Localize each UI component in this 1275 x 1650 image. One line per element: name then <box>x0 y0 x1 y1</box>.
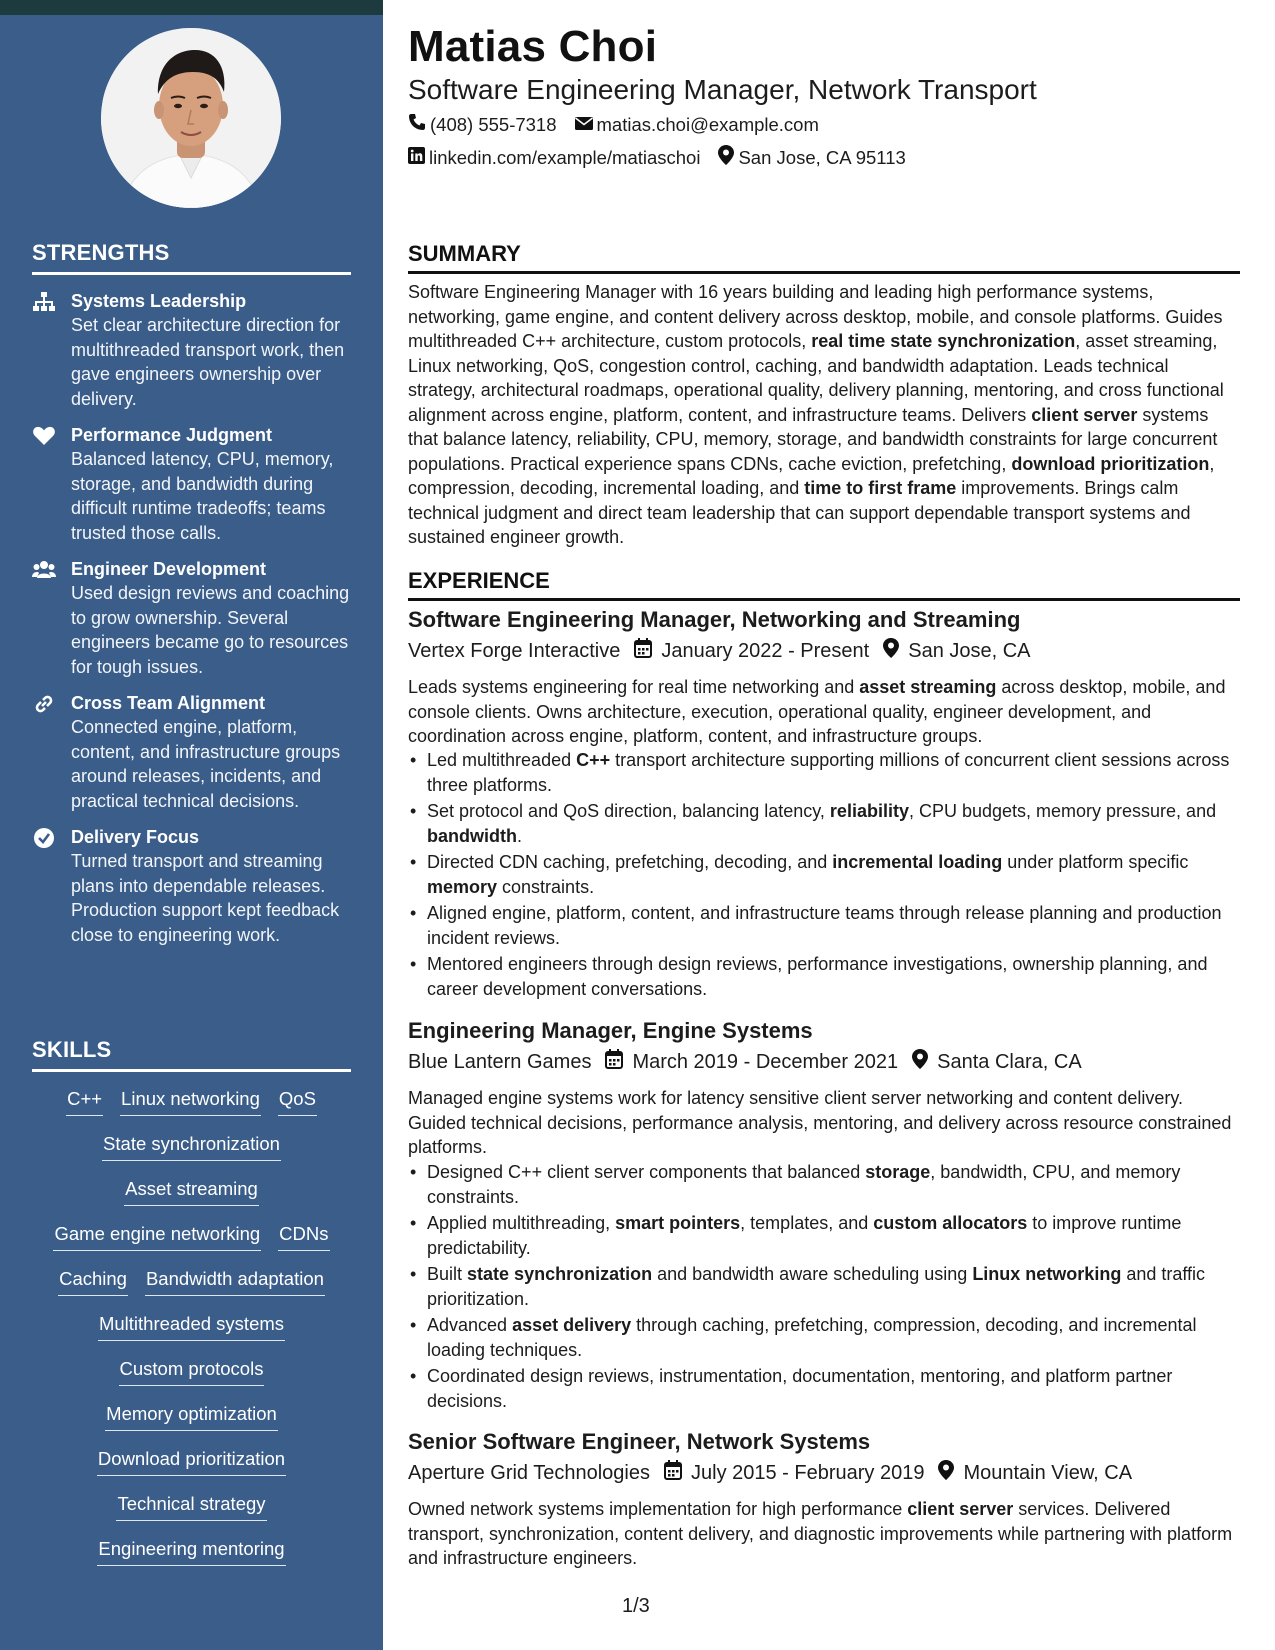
envelope-icon <box>575 114 597 136</box>
skill-tag: Technical strategy <box>116 1491 266 1521</box>
heart-icon <box>32 425 56 447</box>
strength-title: Cross Team Alignment <box>71 693 266 713</box>
text-run: through caching, prefetching, compression, decoding, and incremental loading techniques. <box>427 1315 1197 1360</box>
calendar-icon <box>634 638 661 664</box>
emphasis-text: bandwidth <box>427 825 517 846</box>
emphasis-text: storage <box>865 1162 931 1182</box>
job-meta <box>408 1049 1096 1075</box>
email-address[interactable]: matias.choi@example.com <box>596 113 819 135</box>
strength-title: Performance Judgment <box>71 425 273 445</box>
text-run: across desktop, mobile, and console clients. Owns architecture, execution, operational quality, engineer development, and coordination across engine, platform, content, and infrastructure groups. <box>408 677 1226 746</box>
skill-tag: State synchronization <box>102 1131 281 1161</box>
bullet-item <box>408 1364 1240 1413</box>
emphasis-text: reliability <box>829 801 909 821</box>
emphasis-text: custom allocators <box>873 1213 1028 1233</box>
text-run: services. Delivered transport, synchronization, content delivery, and diagnostic improvements while partnering with platform and infrastructure engineers. <box>408 1499 1233 1568</box>
profile-photo <box>101 28 281 208</box>
emphasis-text: asset delivery <box>512 1315 632 1335</box>
strength-item <box>32 557 351 679</box>
text-run: Led multithreaded <box>427 750 577 770</box>
job-dates <box>664 1460 924 1486</box>
company-name: Vertex Forge Interactive <box>408 639 621 662</box>
org-chart-icon <box>32 291 56 313</box>
skill-tag: Memory optimization <box>105 1401 278 1431</box>
emphasis-text: asset streaming <box>859 677 997 697</box>
skill-tag: Asset streaming <box>124 1176 259 1206</box>
company-name: Blue Lantern Games <box>408 1050 592 1073</box>
bullet-item <box>408 1262 1240 1311</box>
strength-desc: Turned transport and streaming plans into dependable releases. Production support kept feedback close to engineering work. <box>71 851 340 945</box>
strength-title: Engineer Development <box>71 559 267 579</box>
contact-row <box>408 113 837 136</box>
strength-desc: Set clear architecture direction for multithreaded transport work, then gave engineers ownership over delivery. <box>71 315 345 409</box>
emphasis-text: incremental loading <box>832 852 1003 872</box>
text-run: , asset streaming, Linux networking, QoS, congestion control, caching, and bandwidth adaptation. Leads technical strategy, architectural roadmaps, operational quality, delivery planning, mentoring, and cross functional alignment across engine, platform, content, and infrastructure teams. Delivers <box>408 331 1224 425</box>
text-run: and traffic prioritization. <box>427 1264 1206 1309</box>
map-pin-icon <box>718 145 738 170</box>
job-dates-text: March 2019 - December 2021 <box>632 1050 899 1073</box>
text-run: Set protocol and QoS direction, balancing latency, <box>427 801 830 821</box>
bullet-item <box>408 748 1240 797</box>
job-dates <box>605 1049 898 1075</box>
job-intro <box>408 675 1240 749</box>
email-contact[interactable] <box>575 114 819 136</box>
job-meta <box>408 1460 1146 1486</box>
text-run: Leads systems engineering for real time networking and <box>408 677 860 697</box>
text-run: systems that balance latency, reliability, CPU, memory, storage, and bandwidth constraints for large concurrent populations. Practical experience spans CDNs, cache eviction, prefetching, <box>408 404 1218 474</box>
bullet-item <box>408 799 1240 848</box>
users-icon <box>32 559 56 581</box>
text-run: transport architecture supporting millions of concurrent client sessions across three platforms. <box>427 750 1230 795</box>
skill-tag: Download prioritization <box>97 1446 286 1476</box>
skill-tag: Game engine networking <box>53 1221 261 1251</box>
bullet-item <box>408 901 1240 950</box>
strength-item <box>32 289 351 411</box>
calendar-icon <box>664 1460 691 1486</box>
emphasis-text: time to first frame <box>804 478 957 498</box>
candidate-role: Software Engineering Manager, Network Transport <box>408 74 1037 105</box>
candidate-name: Matias Choi <box>408 22 658 71</box>
summary-heading: SUMMARY <box>408 241 1240 274</box>
text-run: Owned network systems implementation for high performance <box>408 1499 908 1519</box>
emphasis-text: client server <box>907 1499 1014 1519</box>
summary-text <box>408 280 1240 550</box>
bullet-item <box>408 952 1240 1001</box>
emphasis-text: client server <box>1031 404 1138 425</box>
bullet-item <box>408 850 1240 899</box>
text-run: improvements. Brings calm technical judgment and direct team leadership that can support dependable transport systems and sustained engineer growth. <box>408 478 1191 547</box>
skills-section <box>32 1037 351 1581</box>
map-pin-icon <box>883 638 908 664</box>
emphasis-text: Linux networking <box>972 1264 1122 1284</box>
job-title: Software Engineering Manager, Networking and Streaming <box>408 607 1021 632</box>
text-run: Mentored engineers through design reviews, performance investigations, ownership planning, and career development conversations. <box>427 954 1208 999</box>
text-run: Software Engineering Manager with 16 years building and leading high performance systems, networking, game engine, and content delivery across desktop, mobile, and console platforms. Guides multithreaded C++ architecture, custom protocols, <box>408 282 1223 351</box>
linkedin-contact[interactable] <box>408 147 700 169</box>
strength-desc: Connected engine, platform, content, and infrastructure groups around releases, incidents, and practical technical decisions. <box>71 717 341 811</box>
map-pin-icon <box>938 1460 963 1486</box>
strength-desc: Balanced latency, CPU, memory, storage, and bandwidth during difficult runtime tradeoffs; teams trusted those calls. <box>71 449 334 543</box>
strength-item <box>32 825 351 947</box>
job-location-text: Santa Clara, CA <box>937 1050 1082 1073</box>
emphasis-text: download prioritization <box>1011 453 1210 474</box>
skill-tag: Custom protocols <box>119 1356 265 1386</box>
link-icon <box>32 693 56 715</box>
location-contact <box>718 145 905 170</box>
job-title: Senior Software Engineer, Network Systems <box>408 1429 871 1454</box>
phone-number: (408) 555-7318 <box>430 113 557 135</box>
text-run: , CPU budgets, memory pressure, and <box>908 801 1217 821</box>
text-run: Designed C++ client server components that balanced <box>427 1162 866 1182</box>
emphasis-text: state synchronization <box>467 1264 653 1284</box>
skill-tag: Caching <box>58 1266 128 1296</box>
job-location <box>938 1460 1132 1486</box>
text-run: , compression, decoding, incremental loading, and <box>408 453 1215 498</box>
job-dates-text: July 2015 - February 2019 <box>691 1461 925 1484</box>
calendar-icon <box>605 1049 632 1075</box>
skill-tag: Linux networking <box>120 1086 261 1116</box>
job-dates-text: January 2022 - Present <box>661 639 870 662</box>
location-text: San Jose, CA 95113 <box>738 146 906 168</box>
job-location <box>883 638 1030 664</box>
job-location-text: Mountain View, CA <box>963 1461 1133 1484</box>
text-run: . <box>516 825 522 846</box>
map-pin-icon <box>912 1049 937 1075</box>
job-location-text: San Jose, CA <box>908 639 1031 662</box>
strengths-section <box>32 240 351 947</box>
skill-tag: QoS <box>278 1086 317 1116</box>
emphasis-text: memory <box>427 876 498 897</box>
job-title: Engineering Manager, Engine Systems <box>408 1018 813 1043</box>
bullet-item <box>408 1313 1240 1362</box>
strength-item <box>32 423 351 545</box>
job-location <box>912 1049 1082 1075</box>
text-run: Coordinated design reviews, instrumentation, documentation, mentoring, and platform partner decisions. <box>427 1366 1173 1411</box>
emphasis-text: C++ <box>576 750 611 770</box>
sidebar <box>0 0 383 1650</box>
contact-row <box>408 145 924 170</box>
text-run: to improve runtime predictability. <box>427 1213 1182 1258</box>
page-number: 1/3 <box>622 1595 650 1617</box>
skill-tag: Multithreaded systems <box>98 1311 285 1341</box>
skill-tag: C++ <box>66 1086 103 1116</box>
experience-heading: EXPERIENCE <box>408 568 1240 601</box>
emphasis-text: real time state synchronization <box>811 331 1076 351</box>
check-circle-icon <box>32 827 56 849</box>
skills-list <box>32 1086 351 1566</box>
emphasis-text: smart pointers <box>615 1213 741 1233</box>
text-run: constraints. <box>497 876 595 897</box>
text-run: Directed CDN caching, prefetching, decoding, and <box>427 852 833 872</box>
text-run: Applied multithreading, <box>427 1213 616 1233</box>
job-meta <box>408 638 1045 664</box>
bullet-item <box>408 1211 1240 1260</box>
sidebar-top-bar <box>0 0 383 15</box>
phone-icon <box>408 113 430 136</box>
text-run: , bandwidth, CPU, and memory constraints. <box>427 1162 1181 1207</box>
job-bullets <box>408 748 1240 1003</box>
strength-item <box>32 691 351 813</box>
text-run: , templates, and <box>740 1213 874 1233</box>
linkedin-url[interactable]: linkedin.com/example/matiaschoi <box>429 146 701 168</box>
company-name: Aperture Grid Technologies <box>408 1461 650 1484</box>
text-run: Aligned engine, platform, content, and infrastructure teams through release planning and production incident reviews. <box>427 903 1222 948</box>
text-run: Managed engine systems work for latency sensitive client server networking and content delivery. Guided technical decisions, performance analysis, mentoring, and delivery across resource constrained platforms. <box>408 1088 1232 1157</box>
text-run: under platform specific <box>1002 852 1189 872</box>
strength-desc: Used design reviews and coaching to grow ownership. Several engineers became go to resources for tough issues. <box>71 583 350 677</box>
skill-tag: Engineering mentoring <box>97 1536 285 1566</box>
phone-contact <box>408 113 557 136</box>
skills-heading: SKILLS <box>32 1037 351 1072</box>
text-run: Advanced <box>427 1315 513 1335</box>
job-dates <box>634 638 869 664</box>
skill-tag: Bandwidth adaptation <box>145 1266 325 1296</box>
job-bullets <box>408 1160 1240 1415</box>
bullet-item <box>408 1160 1240 1209</box>
text-run: and bandwidth aware scheduling using <box>652 1264 973 1284</box>
job-intro <box>408 1086 1240 1160</box>
strength-title: Systems Leadership <box>71 291 247 311</box>
strength-title: Delivery Focus <box>71 827 200 847</box>
skill-tag: CDNs <box>278 1221 329 1251</box>
text-run: Built <box>427 1264 468 1284</box>
linkedin-icon <box>408 147 429 169</box>
strengths-heading: STRENGTHS <box>32 240 351 275</box>
job-intro <box>408 1497 1240 1571</box>
